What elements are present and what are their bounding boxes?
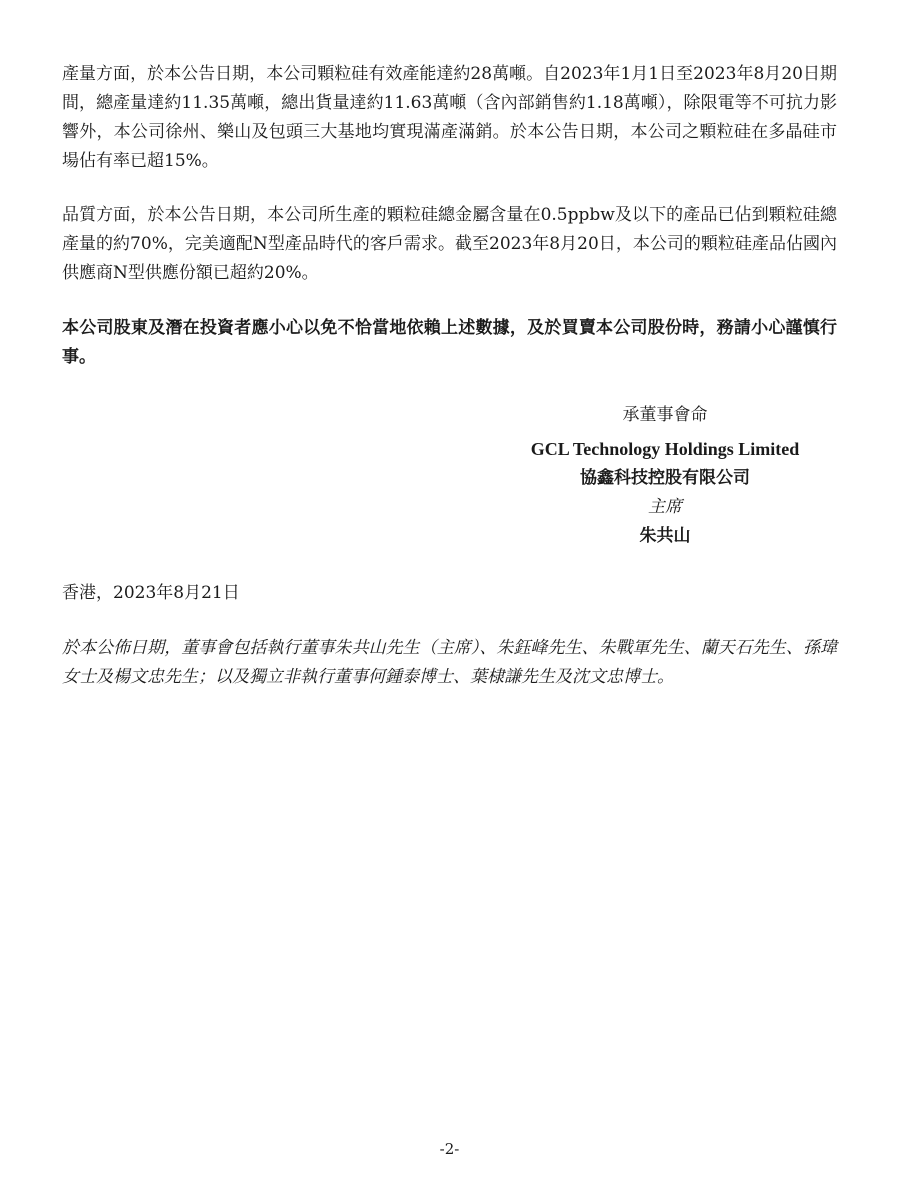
- production-paragraph: 產量方面，於本公告日期，本公司顆粒硅有效產能達約28萬噸。自2023年1月1日至2023年8月20日期間，總產量達約11.35萬噸，總出貨量達約11.63萬噸（含內部銷售約1.18萬噸），除限電等不可抗力影響外，本公司徐州、樂山及包頭三大基地均實現滿產滿銷。於本公告日期，本公司之顆粒硅在多晶硅市場佔有率已超15%。: [62, 64, 837, 171]
- signature-company-english: GCL Technology Holdings Limited: [530, 439, 800, 459]
- place-and-date: 香港，2023年8月21日: [62, 583, 240, 603]
- signature-company-chinese: 協鑫科技控股有限公司: [580, 468, 750, 488]
- signature-title: 主席: [648, 497, 682, 517]
- board-composition-note: 於本公佈日期，董事會包括執行董事朱共山先生（主席）、朱鈺峰先生、朱戰軍先生、蘭天石先生、孫瑋女士及楊文忠先生；以及獨立非執行董事何鍾泰博士、葉棣謙先生及沈文忠博士。: [62, 638, 837, 687]
- signature-name: 朱共山: [639, 526, 691, 546]
- quality-paragraph: 品質方面，於本公告日期，本公司所生產的顆粒硅總金屬含量在0.5ppbw及以下的產品已佔到顆粒硅總產量的約70%，完美適配N型產品時代的客戶需求。截至2023年8月20日，本公司的顆粒硅產品佔國內供應商N型供應份額已超約20%。: [62, 205, 837, 283]
- page-number: -2-: [439, 1140, 460, 1158]
- caution-paragraph: 本公司股東及潛在投資者應小心以免不恰當地依賴上述數據，及於買賣本公司股份時，務請小心謹慎行事。: [62, 318, 837, 367]
- signature-mandate: 承董事會命: [622, 405, 708, 425]
